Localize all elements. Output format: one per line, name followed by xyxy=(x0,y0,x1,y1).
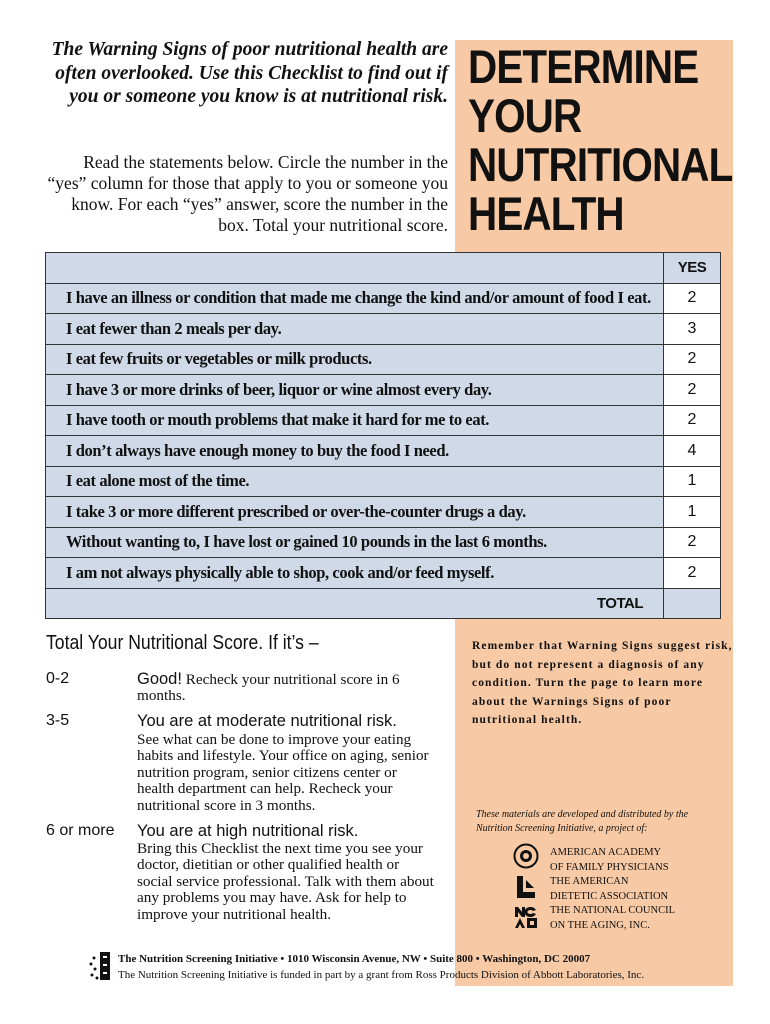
checklist-row[interactable] xyxy=(46,405,721,436)
checklist-statement: Without wanting to, I have lost or gained 10 pounds in the last 6 months. xyxy=(46,527,664,558)
title-line: HEALTH xyxy=(468,187,624,240)
org-ada xyxy=(550,875,730,904)
checklist-row[interactable] xyxy=(46,436,721,467)
total-score-box[interactable] xyxy=(664,588,721,619)
checklist-points[interactable]: 2 xyxy=(664,527,721,558)
checklist-points[interactable]: 2 xyxy=(664,344,721,375)
checklist-points[interactable]: 4 xyxy=(664,436,721,467)
footer-funding: The Nutrition Screening Initiative is funded in part by a grant from Ross Products Division of Abbott Laboratories, Inc. xyxy=(118,969,645,981)
intro-instructions: Read the statements below. Circle the number in the “yes” column for those that apply to you or someone you know. For each “yes” answer, score the number in the box. Total your nutritional score. xyxy=(47,152,448,235)
nutrition-checklist-table xyxy=(45,252,721,619)
score-advice: See what can be done to improve your eating habits and lifestyle. Your office on aging, senior nutrition program, senior citizens center or health department can help. Recheck your nutritional score in 3 months. xyxy=(137,731,429,814)
score-heading: You are at moderate nutritional risk. xyxy=(137,712,397,730)
checklist-statement: I am not always physically able to shop, cook and/or feed myself. xyxy=(46,558,664,589)
checklist-statement: I take 3 or more different prescribed or over-the-counter drugs a day. xyxy=(46,497,664,528)
checklist-points[interactable]: 2 xyxy=(664,558,721,589)
checklist-row[interactable] xyxy=(46,375,721,406)
yes-column-header: YES xyxy=(664,253,721,284)
header-empty-cell xyxy=(46,253,664,284)
score-heading: Good! xyxy=(137,670,182,688)
ada-logo-icon xyxy=(513,874,539,900)
score-range: 6 or more xyxy=(46,822,115,839)
checklist-points[interactable]: 1 xyxy=(664,466,721,497)
org-name-line: AMERICAN ACADEMY xyxy=(550,847,662,858)
intro-warning-text: The Warning Signs of poor nutritional health are often overlooked. Use this Checklist to find out if you or someone you know is at nutritional risk. xyxy=(51,39,448,107)
checklist-total-row xyxy=(46,588,721,619)
checklist-statement: I have an illness or condition that made me change the kind and/or amount of food I eat. xyxy=(46,283,664,314)
nsi-logo-icon xyxy=(88,950,112,982)
checklist-statement: I eat few fruits or vegetables or milk products. xyxy=(46,344,664,375)
checklist-row[interactable] xyxy=(46,283,721,314)
checklist-header-row xyxy=(46,253,721,284)
org-name-line: THE AMERICAN xyxy=(550,876,629,887)
aafp-seal-icon xyxy=(513,843,539,869)
total-label: TOTAL xyxy=(46,588,664,619)
checklist-row[interactable] xyxy=(46,466,721,497)
checklist-statement: I have 3 or more drinks of beer, liquor or wine almost every day. xyxy=(46,375,664,406)
title-line: DETERMINE xyxy=(468,40,699,93)
materials-credit: These materials are developed and distributed by the Nutrition Screening Initiative, a project of: xyxy=(476,809,689,834)
checklist-points[interactable]: 2 xyxy=(664,283,721,314)
checklist-points[interactable]: 1 xyxy=(664,497,721,528)
checklist-points[interactable]: 3 xyxy=(664,314,721,345)
footer-address: The Nutrition Screening Initiative • 1010 Wisconsin Avenue, NW • Suite 800 • Washington, DC 20007 xyxy=(118,953,591,965)
score-range: 3-5 xyxy=(46,712,70,729)
org-name-line: DIETETIC ASSOCIATION xyxy=(550,890,669,902)
checklist-points[interactable]: 2 xyxy=(664,375,721,406)
checklist-statement: I have tooth or mouth problems that make it hard for me to eat. xyxy=(46,405,664,436)
checklist-statement: I eat alone most of the time. xyxy=(46,466,664,497)
org-name-line: ON THE AGING, INC. xyxy=(550,919,650,931)
score-advice: Bring this Checklist the next time you see your doctor, dietitian or other qualified health or social service professional. Talk with them about any problems you may have. Ask for help to improve your nutritional health. xyxy=(137,840,434,923)
title-line: YOUR xyxy=(468,89,582,142)
checklist-row[interactable] xyxy=(46,497,721,528)
checklist-row[interactable] xyxy=(46,558,721,589)
score-range: 0-2 xyxy=(46,670,70,687)
checklist-statement: I don’t always have enough money to buy the food I need. xyxy=(46,436,664,467)
org-name-line: THE NATIONAL COUNCIL xyxy=(550,905,676,916)
title-line: NUTRITIONAL xyxy=(468,138,733,191)
score-result xyxy=(137,671,437,705)
page-title xyxy=(468,40,733,240)
ncoa-logo-icon xyxy=(513,904,539,930)
checklist-row[interactable] xyxy=(46,314,721,345)
score-section-title: Total Your Nutritional Score. If it’s – xyxy=(46,632,319,654)
checklist-points[interactable]: 2 xyxy=(664,405,721,436)
org-ncoa xyxy=(550,904,730,933)
checklist-row[interactable] xyxy=(46,527,721,558)
checklist-row[interactable] xyxy=(46,344,721,375)
score-advice: Recheck your nutritional score in 6 months. xyxy=(137,671,400,705)
warning-signs-note: Remember that Warning Signs suggest risk, but do not represent a diagnosis of any condition. Turn the page to learn more about the Warnings Signs of poor nutritional health. xyxy=(472,640,733,726)
score-heading: You are at high nutritional risk. xyxy=(137,822,359,840)
checklist-statement: I eat fewer than 2 meals per day. xyxy=(46,314,664,345)
org-aafp xyxy=(550,846,730,875)
org-name-line: OF FAMILY PHYSICIANS xyxy=(550,861,669,873)
